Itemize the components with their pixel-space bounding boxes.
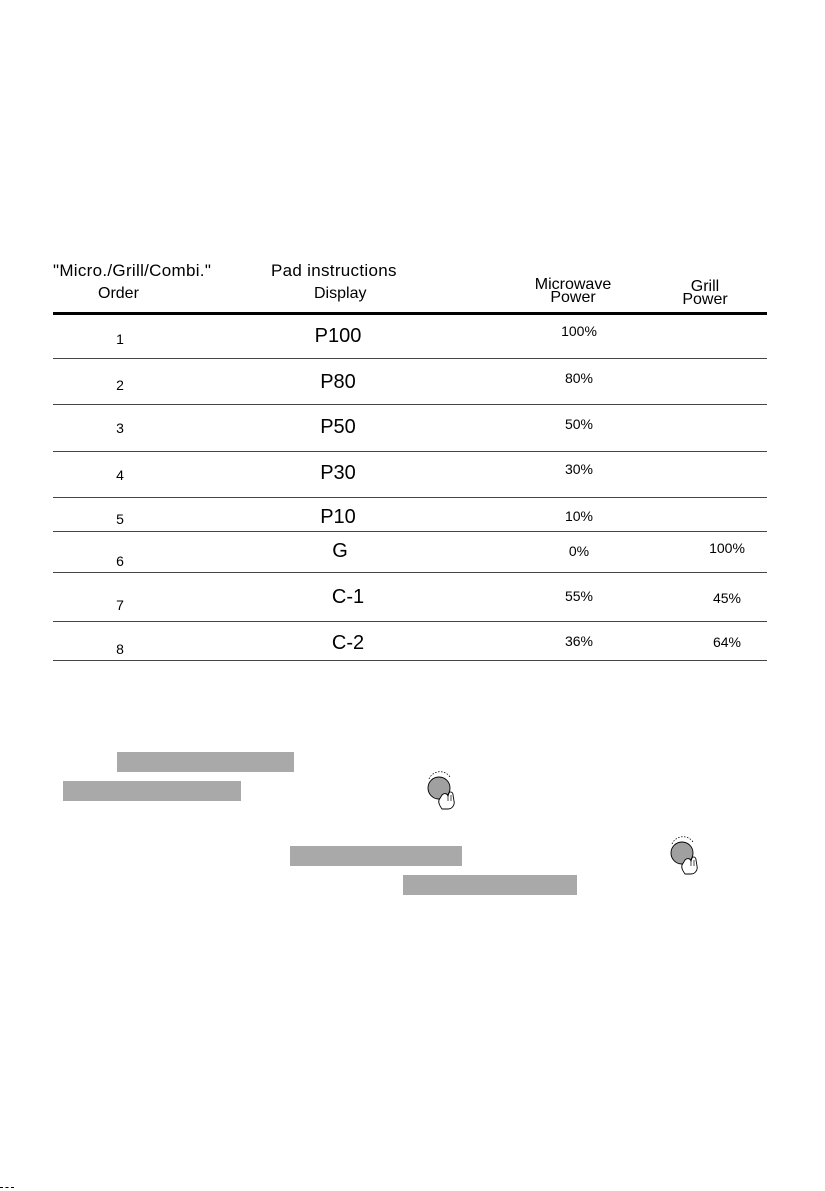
header-microwave-line1: Microwave <box>534 276 612 293</box>
header-order: Order <box>98 285 139 302</box>
table-row-display: P80 <box>320 371 356 393</box>
row-divider <box>53 572 767 573</box>
table-title-left: "Micro./Grill/Combi." <box>53 261 212 280</box>
table-row-order: 7 <box>116 597 124 613</box>
table-row-display: P10 <box>320 506 356 528</box>
table-top-rule <box>53 312 767 315</box>
header-grill-line1: Grill <box>690 278 720 295</box>
redacted-text-block <box>63 781 241 801</box>
table-row-microwave: 80% <box>564 370 594 386</box>
table-row-grill: 100% <box>709 540 745 556</box>
table-row-display: P50 <box>320 416 356 438</box>
redacted-text-block <box>290 846 462 866</box>
row-divider <box>53 358 767 359</box>
table-row-order: 3 <box>116 420 124 436</box>
header-microwave-power <box>518 278 628 304</box>
table-title-right: Pad instructions <box>271 261 397 280</box>
row-divider <box>53 404 767 405</box>
table-row-microwave: 30% <box>564 461 594 477</box>
header-grill-line2: Power <box>682 291 728 308</box>
crop-mark <box>0 1187 14 1191</box>
dial-knob-hand-icon <box>667 836 701 876</box>
table-row-order: 2 <box>116 377 124 393</box>
dial-knob-hand-icon <box>424 771 458 811</box>
redacted-text-block <box>117 752 294 772</box>
table-row-display: G <box>332 540 348 562</box>
table-row-grill: 45% <box>712 590 742 606</box>
table-row-display: C-2 <box>331 632 365 654</box>
table-row-order: 1 <box>116 331 124 347</box>
header-grill-power <box>668 280 742 306</box>
header-display: Display <box>314 285 367 302</box>
redacted-text-block <box>403 875 577 895</box>
table-bottom-rule <box>53 660 767 661</box>
table-row-display: P30 <box>320 462 356 484</box>
table-row-grill: 64% <box>712 634 742 650</box>
table-row-display: C-1 <box>331 586 365 608</box>
row-divider <box>53 531 767 532</box>
table-row-order: 5 <box>116 511 124 527</box>
header-microwave-line2: Power <box>550 289 596 306</box>
table-row-microwave: 36% <box>564 633 594 649</box>
row-divider <box>53 497 767 498</box>
table-row-order: 8 <box>116 641 124 657</box>
table-row-microwave: 10% <box>564 508 594 524</box>
row-divider <box>53 621 767 622</box>
table-row-microwave: 50% <box>564 416 594 432</box>
row-divider <box>53 451 767 452</box>
table-row-display: P100 <box>314 325 362 347</box>
table-row-microwave: 55% <box>564 588 594 604</box>
table-row-order: 4 <box>116 467 124 483</box>
table-row-microwave: 0% <box>568 543 590 559</box>
table-row-order: 6 <box>116 553 124 569</box>
table-row-microwave: 100% <box>561 323 597 339</box>
